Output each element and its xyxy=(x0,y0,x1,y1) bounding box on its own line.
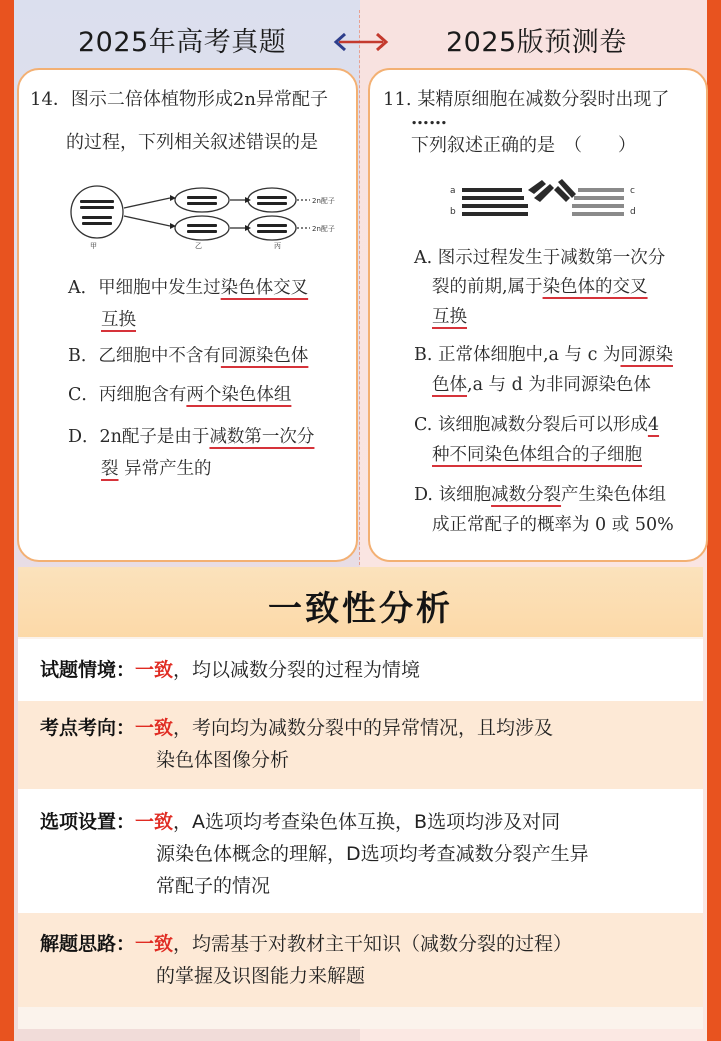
right-question-line-1: 11. 某精原细胞在减数分裂时出现了 xyxy=(383,89,670,110)
chromfig-label-b: b xyxy=(450,207,456,217)
analysis-row-options-highlight: 一致 xyxy=(135,811,174,833)
right-option-b-suffix: ,a 与 d 为非同源染色体 xyxy=(467,375,651,395)
right-option-b xyxy=(414,342,673,368)
analysis-row-options-text-3: 常配子的情况 xyxy=(156,875,271,897)
analysis-row-focus-text-2: 染色体图像分析 xyxy=(156,749,290,771)
right-option-a-line-1: A. 图示过程发生于减数第一次分 xyxy=(414,248,666,268)
right-option-c-text: C. 该细胞减数分裂后可以形成 xyxy=(414,415,648,435)
analysis-row-context xyxy=(18,639,703,701)
double-arrow-icon xyxy=(331,30,391,54)
right-option-a-cont xyxy=(432,274,648,300)
right-question-ellipsis: …… xyxy=(411,108,447,129)
chromfig-label-c: c xyxy=(630,186,635,196)
right-option-a-underline-1: 染色体的交叉 xyxy=(542,277,648,297)
analysis-row-context-highlight: 一致 xyxy=(135,659,174,681)
right-option-b-text: B. 正常体细胞中,a 与 c 为 xyxy=(414,345,621,365)
column-divider xyxy=(359,10,360,570)
analysis-row-focus-label: 考点考向： xyxy=(40,717,136,739)
left-option-b-text: B．乙细胞中不含有 xyxy=(68,346,221,366)
right-option-b-cont xyxy=(432,372,651,398)
diagram-label-gamete-1: 2n配子 xyxy=(312,197,335,205)
right-option-c xyxy=(414,412,659,438)
consistency-analysis-panel xyxy=(18,567,703,1029)
analysis-row-options-text-1: ，A选项均考查染色体互换，B选项均涉及对同 xyxy=(173,811,561,833)
analysis-row-approach-highlight: 一致 xyxy=(135,933,174,955)
left-header-title: 2025年高考真题 xyxy=(78,27,287,58)
right-option-a-underline-2: 互换 xyxy=(432,307,467,327)
left-option-d-cont xyxy=(101,456,212,482)
right-option-b-underline-1: 同源染 xyxy=(620,345,673,365)
analysis-row-approach-label: 解题思路： xyxy=(40,933,136,955)
analysis-title: 一致性分析 xyxy=(268,589,453,629)
right-option-b-underline-2: 色体 xyxy=(432,375,467,395)
left-option-c-underline: 两个染色体组 xyxy=(186,385,292,405)
analysis-row-focus-highlight: 一致 xyxy=(135,717,174,739)
left-option-c-text: C．丙细胞含有 xyxy=(68,385,187,405)
left-question-line-2: 的过程，下列相关叙述错误的是 xyxy=(66,132,318,153)
left-option-a xyxy=(68,275,308,301)
left-option-d-underline-2: 裂 xyxy=(101,459,119,479)
left-option-a-underline-2: 互换 xyxy=(101,310,136,330)
left-option-a-cont xyxy=(101,307,136,333)
analysis-row-focus xyxy=(18,701,703,789)
diagram-label-bing: 丙 xyxy=(274,242,281,250)
analysis-row-options xyxy=(18,789,703,913)
chromfig-label-d: d xyxy=(630,207,636,217)
left-option-d-suffix: 异常产生的 xyxy=(118,459,212,479)
left-option-d-underline-1: 减数第一次分 xyxy=(209,427,315,447)
chromfig-label-a: a xyxy=(450,186,456,196)
analysis-row-context-label: 试题情境： xyxy=(40,659,136,681)
analysis-row-options-text-2: 源染色体概念的理解，D选项均考查减数分裂产生异 xyxy=(156,843,589,865)
meiosis-diagram xyxy=(52,180,342,250)
right-header-title: 2025版预测卷 xyxy=(446,27,627,58)
left-option-b-underline: 同源染色体 xyxy=(220,346,309,366)
left-option-a-text: A．甲细胞中发生过 xyxy=(68,278,221,298)
left-question-line-1: 14．图示二倍体植物形成2n异常配子 xyxy=(30,89,328,110)
analysis-row-options-label: 选项设置： xyxy=(40,811,136,833)
diagram-label-jia: 甲 xyxy=(90,242,97,250)
analysis-row-approach xyxy=(18,913,703,1007)
right-question-line-3: 下列叙述正确的是 （ ） xyxy=(411,135,636,156)
right-option-d xyxy=(414,482,666,508)
right-option-a xyxy=(414,245,665,271)
left-option-d-text: D．2n配子是由于 xyxy=(68,427,210,447)
left-option-b xyxy=(68,343,308,369)
right-option-c-underline-2: 种不同染色体组合的子细胞 xyxy=(432,445,642,465)
right-option-a-line-2: 裂的前期,属于 xyxy=(432,277,543,297)
left-option-a-underline-1: 染色体交叉 xyxy=(220,278,309,298)
right-option-a-cont-2 xyxy=(432,304,467,330)
right-option-d-suffix: 产生染色体组 xyxy=(561,485,667,505)
analysis-row-approach-text-2: 的掌握及识图能力来解题 xyxy=(156,965,366,987)
diagram-label-gamete-2: 2n配子 xyxy=(312,225,335,233)
right-option-c-underline-1: 4 xyxy=(647,415,660,435)
right-option-d-cont: 成正常配子的概率为 0 或 50% xyxy=(432,515,674,535)
left-option-c xyxy=(68,382,291,408)
right-option-c-cont xyxy=(432,442,642,468)
diagram-label-yi: 乙 xyxy=(195,242,202,250)
right-option-d-underline: 减数分裂 xyxy=(491,485,562,505)
left-option-d xyxy=(68,424,314,450)
analysis-row-context-text: ，均以减数分裂的过程为情境 xyxy=(173,659,421,681)
chromosome-figure xyxy=(450,176,640,224)
analysis-row-focus-text-1: ，考向均为减数分裂中的异常情况，且均涉及 xyxy=(173,717,554,739)
analysis-row-approach-text-1: ，均需基于对教材主干知识（减数分裂的过程） xyxy=(173,933,573,955)
right-option-d-text: D. 该细胞 xyxy=(414,485,492,505)
